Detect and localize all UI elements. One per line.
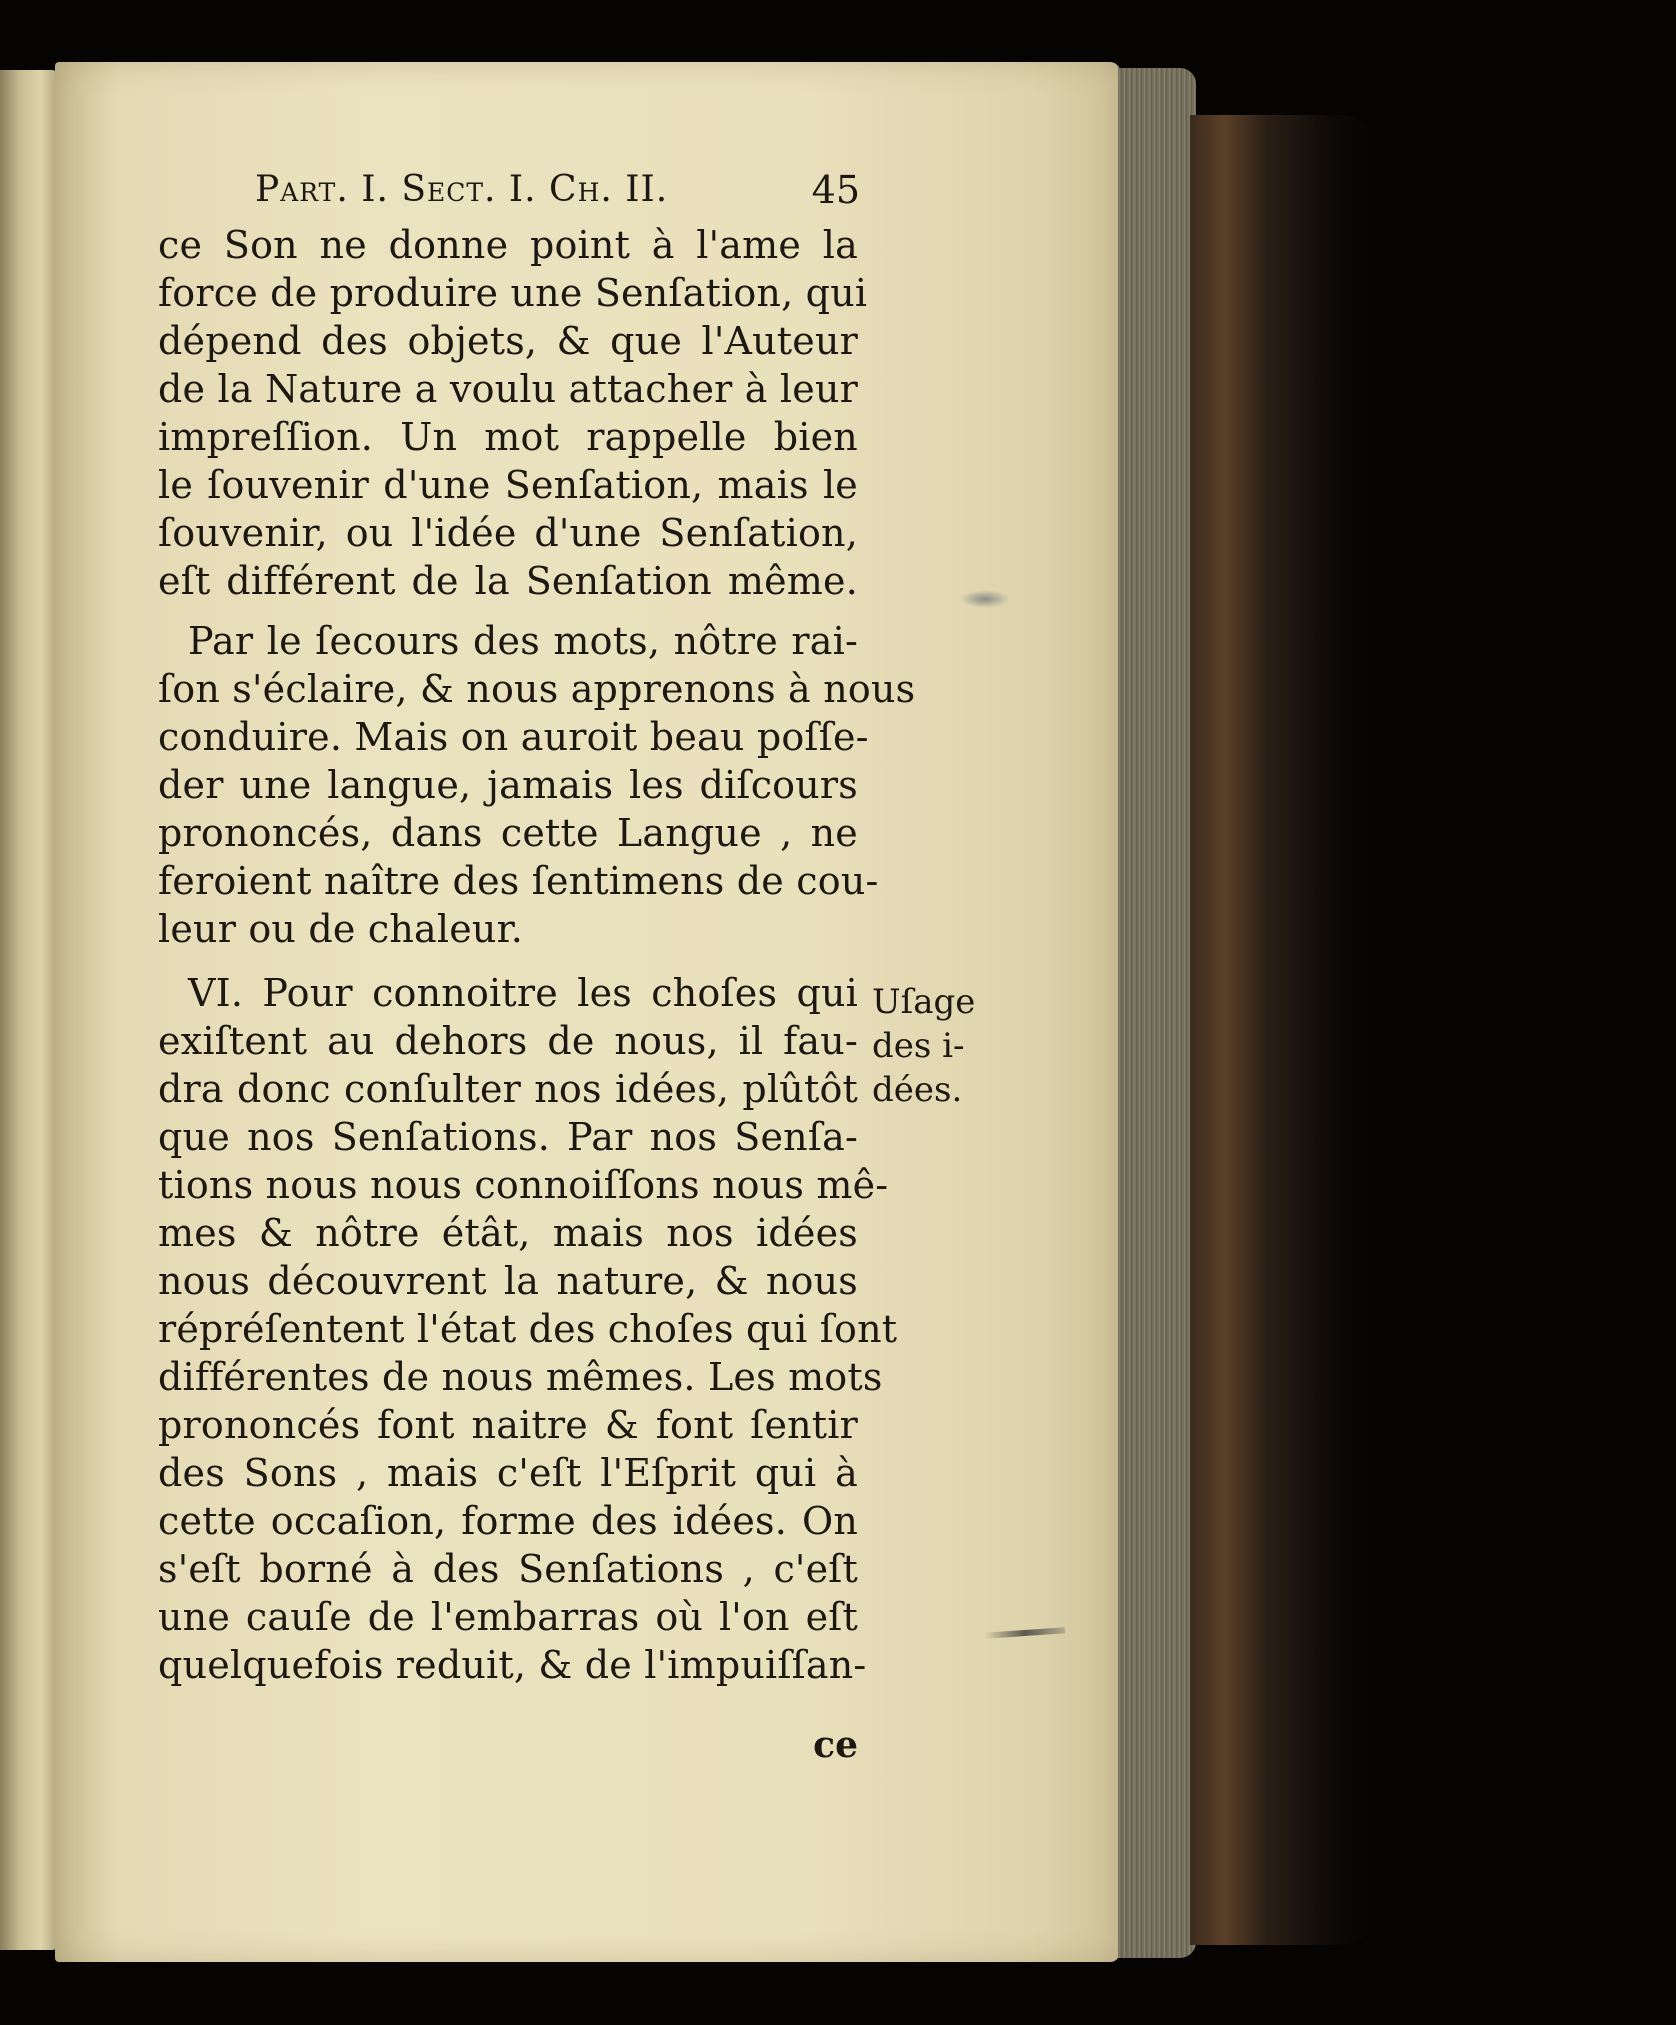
text-line: dépend des objets, & que l'Auteur bbox=[158, 319, 858, 363]
text-line: différentes de nous mêmes. Les mots bbox=[158, 1355, 883, 1399]
ink-smudge bbox=[960, 590, 1010, 608]
catchword: ce bbox=[813, 1724, 858, 1766]
running-head: Part. I. Sect. I. Ch. II. bbox=[255, 169, 669, 210]
page-block-edge bbox=[1118, 68, 1196, 1958]
text-line: que nos Senſations. Par nos Senſa- bbox=[158, 1115, 858, 1159]
text-line: force de produire une Senſation, qui bbox=[158, 271, 868, 315]
text-line: conduire. Mais on auroit beau poſſe- bbox=[158, 715, 869, 759]
book-cover bbox=[1190, 115, 1380, 1945]
text-line: prononcés, dans cette Langue , ne bbox=[158, 811, 858, 855]
text-line: ſon s'éclaire, & nous apprenons à nous bbox=[158, 667, 916, 711]
text-line: répréſentent l'état des choſes qui ſont bbox=[158, 1307, 898, 1351]
text-line: des Sons , mais c'eſt l'Eſprit qui à bbox=[158, 1451, 858, 1495]
text-line: mes & nôtre étât, mais nos idées bbox=[158, 1211, 858, 1255]
text-line: tions nous nous connoiſſons nous mê- bbox=[158, 1163, 889, 1207]
text-line: cette occaſion, forme des idées. On bbox=[158, 1499, 858, 1543]
text-line: prononcés font naitre & font ſentir bbox=[158, 1403, 858, 1447]
page-number: 45 bbox=[811, 168, 860, 212]
text-line: Par le ſecours des mots, nôtre rai- bbox=[188, 619, 858, 663]
marginal-note-line: Uſage bbox=[872, 982, 976, 1022]
text-line: eſt différent de la Senſation même. bbox=[158, 559, 858, 603]
text-line: nous découvrent la nature, & nous bbox=[158, 1259, 858, 1303]
text-line: der une langue, jamais les diſcours bbox=[158, 763, 858, 807]
text-line: une cauſe de l'embarras où l'on eſt bbox=[158, 1595, 858, 1639]
text-line: quelquefois reduit, & de l'impuiſſan- bbox=[158, 1643, 867, 1687]
text-line: dra donc conſulter nos idées, plûtôt bbox=[158, 1067, 858, 1111]
text-line: VI. Pour connoitre les choſes qui bbox=[188, 971, 858, 1015]
text-line: impreſſion. Un mot rappelle bien bbox=[158, 415, 858, 459]
text-line: ſouvenir, ou l'idée d'une Senſation, bbox=[158, 511, 858, 555]
marginal-note-line: dées. bbox=[872, 1070, 963, 1110]
text-line: feroient naître des ſentimens de cou- bbox=[158, 859, 879, 903]
text-line: de la Nature a voulu attacher à leur bbox=[158, 367, 858, 411]
facing-page-edge bbox=[0, 70, 58, 1950]
marginal-note-line: des i- bbox=[872, 1026, 965, 1066]
text-line: exiſtent au dehors de nous, il fau- bbox=[158, 1019, 858, 1063]
text-line: le ſouvenir d'une Senſation, mais le bbox=[158, 463, 858, 507]
text-line: leur ou de chaleur. bbox=[158, 907, 524, 951]
text-line: ce Son ne donne point à l'ame la bbox=[158, 223, 858, 267]
text-line: s'eſt borné à des Senſations , c'eſt bbox=[158, 1547, 858, 1591]
